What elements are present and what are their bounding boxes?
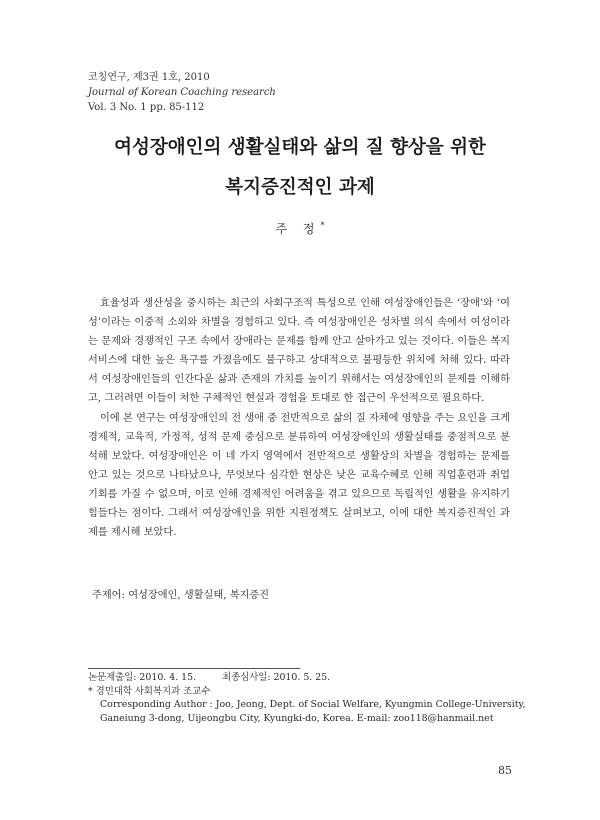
- keywords: 주제어: 여성장애인, 생활실태, 복지증진: [92, 590, 270, 601]
- paper-title: [40, 128, 560, 208]
- corresponding-author-line-1: Corresponding Author : Joo, Jeong, Dept. of Social Welfare, Kyungmin College-University,: [100, 699, 526, 711]
- corresponding-author-line-2: Ganeiung 3-dong, Uijeongbu City, Kyungki-do, Korea. E-mail: zoo118@hanmail.net: [100, 712, 494, 724]
- journal-name-english: Journal of Korean Coaching research: [88, 87, 276, 98]
- title-line-2: 복지증진적인 과제: [225, 177, 375, 198]
- footnote-divider: [88, 668, 300, 669]
- abstract: [88, 294, 510, 543]
- journal-citation-korean: 코칭연구, 제3권 1호, 2010: [88, 72, 210, 83]
- submission-dates: [88, 671, 528, 685]
- footnotes: [88, 671, 528, 725]
- volume-pages: Vol. 3 No. 1 pp. 85-112: [88, 102, 205, 113]
- author-name: 주 정: [275, 222, 321, 236]
- author-footnote-mark: *: [320, 221, 325, 230]
- received-date: 논문제출일: 2010. 4. 15.: [88, 672, 197, 683]
- author-affiliation: * 경민대학 사회복지과 조교수: [88, 685, 211, 697]
- title-line-1: 여성장애인의 생활실태와 삶의 질 향상을 위한: [114, 137, 486, 158]
- author-line: [0, 220, 600, 237]
- abstract-paragraph-1: 효율성과 생산성을 중시하는 최근의 사회구조적 특성으로 인해 여성장애인들은 ‘장애’와 ‘여성’이라는 이중적 소외와 차별을 경험하고 있다. 즉 여성장애인은 성차별 의식 속에서 여성이라는 문제와 경쟁적인 구조 속에서 장애라는 문제를 함께 안고 살아가고 있는 것이다. 이들은 복지서비스에 대한 높은 욕구를 가졌음에도 불구하고 상대적으로 불평등한 위치에 처해 있다. 따라서 여성장애인들의 인간다운 삶과 존재의 가치를 높이기 위해서는 여성장애인의 문제를 이해하고, 그러려면 이들이 처한 구체적인 현실과 경험을 토대로 한 접근이 우선적으로 필요하다.: [88, 298, 510, 404]
- abstract-paragraph-2: 이에 본 연구는 여성장애인의 전 생애 중 전반적으로 삶의 질 자체에 영향을 주는 요인을 크게 경제적, 교육적, 가정적, 성적 문제 중심으로 분류하여 여성장애인의 생활실태를 중점적으로 분석해 보았다. 여성장애인은 이 네 가지 영역에서 전반적으로 생활상의 차별을 경험하는 문제를 안고 있는 것으로 나타났으나, 무엇보다 심각한 현상은 낮은 교육수혜로 인해 직업훈련과 취업기회를 가질 수 없으며, 이로 인해 경제적인 어려움을 겪고 있으므로 독립적인 생활을 유지하기 힘들다는 점이다. 그래서 여성장애인을 위한 지원정책도 살펴보고, 이에 대한 복지증진적인 과제를 제시해 보았다.: [88, 413, 510, 538]
- journal-header: [88, 70, 276, 115]
- final-review-date: 최종심사일: 2010. 5. 25.: [222, 672, 331, 683]
- page-number: 85: [498, 764, 512, 777]
